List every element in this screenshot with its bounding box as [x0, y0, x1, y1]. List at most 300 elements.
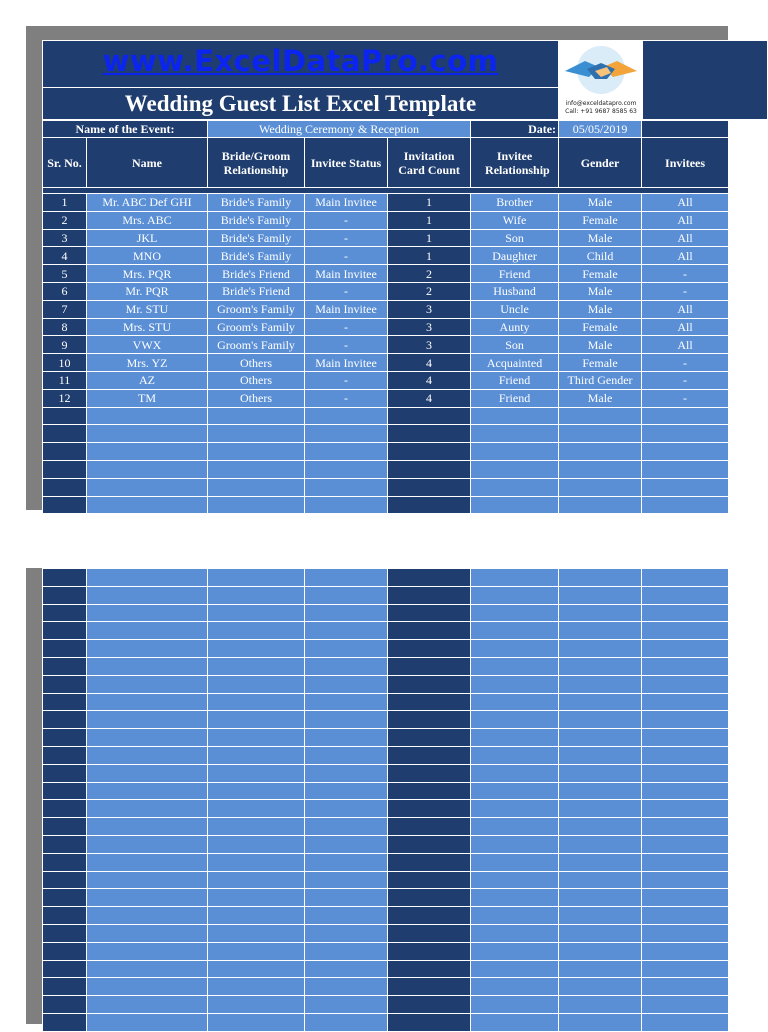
- cell-invitation-card-count[interactable]: [388, 460, 471, 478]
- cell-sr-no[interactable]: [43, 640, 87, 658]
- cell-bride-groom-relationship[interactable]: Others: [208, 354, 305, 372]
- cell-invitees[interactable]: [642, 782, 729, 800]
- cell-invitee-status[interactable]: [305, 800, 388, 818]
- cell-bride-groom-relationship[interactable]: Bride's Family: [208, 211, 305, 229]
- cell-name[interactable]: Mr. ABC Def GHI: [87, 194, 208, 212]
- cell-bride-groom-relationship[interactable]: [208, 889, 305, 907]
- cell-bride-groom-relationship[interactable]: Others: [208, 371, 305, 389]
- cell-sr-no[interactable]: [43, 960, 87, 978]
- cell-gender[interactable]: [559, 889, 642, 907]
- cell-sr-no[interactable]: [43, 1013, 87, 1031]
- cell-name[interactable]: [87, 835, 208, 853]
- cell-invitee-relationship[interactable]: Son: [471, 229, 559, 247]
- cell-invitee-relationship[interactable]: [471, 478, 559, 496]
- cell-invitees[interactable]: [642, 496, 729, 514]
- cell-invitation-card-count[interactable]: 3: [388, 336, 471, 354]
- cell-invitation-card-count[interactable]: [388, 942, 471, 960]
- cell-invitation-card-count[interactable]: [388, 425, 471, 443]
- cell-sr-no[interactable]: [43, 924, 87, 942]
- cell-invitation-card-count[interactable]: 4: [388, 354, 471, 372]
- cell-invitee-relationship[interactable]: [471, 622, 559, 640]
- cell-invitation-card-count[interactable]: [388, 818, 471, 836]
- cell-invitees[interactable]: [642, 871, 729, 889]
- cell-invitees[interactable]: [642, 675, 729, 693]
- cell-name[interactable]: [87, 764, 208, 782]
- cell-invitee-status[interactable]: [305, 871, 388, 889]
- cell-invitee-relationship[interactable]: [471, 407, 559, 425]
- cell-gender[interactable]: [559, 996, 642, 1014]
- cell-invitation-card-count[interactable]: [388, 800, 471, 818]
- cell-gender[interactable]: Male: [559, 389, 642, 407]
- cell-gender[interactable]: [559, 800, 642, 818]
- cell-sr-no[interactable]: [43, 443, 87, 461]
- cell-invitee-relationship[interactable]: [471, 496, 559, 514]
- cell-gender[interactable]: [559, 924, 642, 942]
- cell-invitee-relationship[interactable]: [471, 693, 559, 711]
- cell-name[interactable]: [87, 818, 208, 836]
- cell-invitee-relationship[interactable]: Friend: [471, 265, 559, 283]
- cell-invitees[interactable]: [642, 907, 729, 925]
- cell-invitee-status[interactable]: -: [305, 247, 388, 265]
- cell-name[interactable]: [87, 907, 208, 925]
- cell-invitee-relationship[interactable]: Friend: [471, 389, 559, 407]
- cell-name[interactable]: [87, 942, 208, 960]
- cell-sr-no[interactable]: [43, 889, 87, 907]
- cell-invitees[interactable]: [642, 924, 729, 942]
- cell-invitee-relationship[interactable]: [471, 460, 559, 478]
- cell-invitees[interactable]: [642, 443, 729, 461]
- cell-gender[interactable]: Child: [559, 247, 642, 265]
- cell-invitation-card-count[interactable]: 2: [388, 265, 471, 283]
- cell-gender[interactable]: [559, 443, 642, 461]
- cell-gender[interactable]: [559, 657, 642, 675]
- cell-invitation-card-count[interactable]: 3: [388, 318, 471, 336]
- cell-invitee-status[interactable]: -: [305, 211, 388, 229]
- cell-bride-groom-relationship[interactable]: [208, 478, 305, 496]
- cell-invitees[interactable]: [642, 569, 729, 587]
- cell-invitee-relationship[interactable]: [471, 586, 559, 604]
- cell-invitation-card-count[interactable]: [388, 657, 471, 675]
- cell-sr-no[interactable]: [43, 782, 87, 800]
- cell-name[interactable]: JKL: [87, 229, 208, 247]
- cell-invitee-status[interactable]: [305, 622, 388, 640]
- cell-invitation-card-count[interactable]: [388, 960, 471, 978]
- cell-invitee-relationship[interactable]: [471, 853, 559, 871]
- cell-bride-groom-relationship[interactable]: Bride's Family: [208, 229, 305, 247]
- cell-invitee-status[interactable]: [305, 693, 388, 711]
- cell-invitees[interactable]: [642, 746, 729, 764]
- cell-invitation-card-count[interactable]: [388, 407, 471, 425]
- cell-bride-groom-relationship[interactable]: [208, 907, 305, 925]
- cell-name[interactable]: [87, 586, 208, 604]
- cell-invitees[interactable]: -: [642, 371, 729, 389]
- cell-bride-groom-relationship[interactable]: [208, 711, 305, 729]
- cell-gender[interactable]: [559, 729, 642, 747]
- cell-invitee-status[interactable]: Main Invitee: [305, 354, 388, 372]
- cell-invitee-status[interactable]: [305, 978, 388, 996]
- cell-sr-no[interactable]: [43, 622, 87, 640]
- cell-invitee-relationship[interactable]: [471, 996, 559, 1014]
- cell-gender[interactable]: [559, 604, 642, 622]
- cell-invitees[interactable]: [642, 693, 729, 711]
- cell-invitee-status[interactable]: [305, 1013, 388, 1031]
- cell-invitee-relationship[interactable]: [471, 425, 559, 443]
- cell-name[interactable]: [87, 675, 208, 693]
- cell-invitee-status[interactable]: [305, 729, 388, 747]
- event-date-value[interactable]: 05/05/2019: [559, 121, 642, 138]
- cell-name[interactable]: [87, 640, 208, 658]
- cell-invitee-relationship[interactable]: [471, 675, 559, 693]
- cell-sr-no[interactable]: [43, 657, 87, 675]
- cell-gender[interactable]: [559, 460, 642, 478]
- cell-invitee-status[interactable]: [305, 443, 388, 461]
- cell-bride-groom-relationship[interactable]: [208, 729, 305, 747]
- cell-invitee-status[interactable]: [305, 604, 388, 622]
- cell-sr-no[interactable]: [43, 460, 87, 478]
- cell-invitee-relationship[interactable]: Husband: [471, 282, 559, 300]
- cell-invitee-status[interactable]: -: [305, 229, 388, 247]
- cell-invitation-card-count[interactable]: [388, 907, 471, 925]
- cell-invitee-status[interactable]: [305, 460, 388, 478]
- cell-invitees[interactable]: [642, 711, 729, 729]
- cell-invitee-status[interactable]: [305, 657, 388, 675]
- cell-sr-no[interactable]: 8: [43, 318, 87, 336]
- cell-gender[interactable]: Third Gender: [559, 371, 642, 389]
- event-name-value[interactable]: Wedding Ceremony & Reception: [208, 121, 471, 138]
- cell-name[interactable]: Mr. PQR: [87, 282, 208, 300]
- cell-invitee-status[interactable]: [305, 996, 388, 1014]
- cell-invitee-status[interactable]: [305, 746, 388, 764]
- cell-invitee-status[interactable]: [305, 818, 388, 836]
- cell-invitation-card-count[interactable]: [388, 746, 471, 764]
- cell-invitee-relationship[interactable]: [471, 835, 559, 853]
- cell-gender[interactable]: [559, 960, 642, 978]
- cell-invitation-card-count[interactable]: 1: [388, 211, 471, 229]
- cell-gender[interactable]: [559, 640, 642, 658]
- cell-gender[interactable]: [559, 569, 642, 587]
- cell-invitation-card-count[interactable]: 4: [388, 389, 471, 407]
- cell-sr-no[interactable]: [43, 407, 87, 425]
- cell-bride-groom-relationship[interactable]: [208, 604, 305, 622]
- cell-invitation-card-count[interactable]: 1: [388, 247, 471, 265]
- cell-name[interactable]: [87, 604, 208, 622]
- cell-invitee-relationship[interactable]: Aunty: [471, 318, 559, 336]
- cell-sr-no[interactable]: [43, 604, 87, 622]
- cell-name[interactable]: [87, 746, 208, 764]
- cell-invitee-relationship[interactable]: [471, 764, 559, 782]
- cell-invitees[interactable]: [642, 960, 729, 978]
- cell-invitee-relationship[interactable]: [471, 978, 559, 996]
- cell-invitee-status[interactable]: [305, 407, 388, 425]
- cell-invitation-card-count[interactable]: [388, 586, 471, 604]
- cell-invitation-card-count[interactable]: 3: [388, 300, 471, 318]
- cell-invitation-card-count[interactable]: [388, 924, 471, 942]
- cell-invitee-status[interactable]: [305, 942, 388, 960]
- cell-bride-groom-relationship[interactable]: Groom's Family: [208, 318, 305, 336]
- cell-invitation-card-count[interactable]: [388, 569, 471, 587]
- cell-invitee-relationship[interactable]: [471, 640, 559, 658]
- cell-bride-groom-relationship[interactable]: Bride's Family: [208, 247, 305, 265]
- cell-bride-groom-relationship[interactable]: [208, 622, 305, 640]
- cell-invitee-status[interactable]: [305, 889, 388, 907]
- cell-name[interactable]: [87, 407, 208, 425]
- cell-invitation-card-count[interactable]: 2: [388, 282, 471, 300]
- cell-name[interactable]: [87, 425, 208, 443]
- cell-sr-no[interactable]: [43, 425, 87, 443]
- cell-invitation-card-count[interactable]: [388, 693, 471, 711]
- cell-invitees[interactable]: [642, 407, 729, 425]
- cell-sr-no[interactable]: [43, 818, 87, 836]
- cell-invitee-relationship[interactable]: [471, 569, 559, 587]
- cell-name[interactable]: TM: [87, 389, 208, 407]
- cell-invitees[interactable]: [642, 604, 729, 622]
- cell-sr-no[interactable]: [43, 478, 87, 496]
- cell-sr-no[interactable]: [43, 711, 87, 729]
- cell-bride-groom-relationship[interactable]: [208, 569, 305, 587]
- cell-sr-no[interactable]: [43, 569, 87, 587]
- cell-gender[interactable]: [559, 407, 642, 425]
- cell-name[interactable]: [87, 478, 208, 496]
- cell-invitation-card-count[interactable]: [388, 478, 471, 496]
- cell-invitees[interactable]: -: [642, 265, 729, 283]
- cell-name[interactable]: [87, 996, 208, 1014]
- cell-invitee-relationship[interactable]: [471, 818, 559, 836]
- cell-invitee-status[interactable]: [305, 853, 388, 871]
- cell-name[interactable]: [87, 729, 208, 747]
- cell-invitee-relationship[interactable]: [471, 960, 559, 978]
- cell-gender[interactable]: [559, 978, 642, 996]
- cell-invitee-relationship[interactable]: [471, 729, 559, 747]
- cell-invitee-relationship[interactable]: Wife: [471, 211, 559, 229]
- cell-invitation-card-count[interactable]: [388, 853, 471, 871]
- cell-invitee-status[interactable]: -: [305, 389, 388, 407]
- cell-gender[interactable]: [559, 853, 642, 871]
- cell-invitees[interactable]: -: [642, 282, 729, 300]
- cell-bride-groom-relationship[interactable]: Bride's Friend: [208, 265, 305, 283]
- cell-invitation-card-count[interactable]: [388, 978, 471, 996]
- cell-invitee-status[interactable]: [305, 924, 388, 942]
- cell-bride-groom-relationship[interactable]: [208, 978, 305, 996]
- cell-bride-groom-relationship[interactable]: [208, 496, 305, 514]
- cell-invitees[interactable]: All: [642, 318, 729, 336]
- cell-invitees[interactable]: All: [642, 247, 729, 265]
- cell-sr-no[interactable]: 10: [43, 354, 87, 372]
- cell-bride-groom-relationship[interactable]: [208, 640, 305, 658]
- cell-name[interactable]: [87, 889, 208, 907]
- cell-invitee-relationship[interactable]: [471, 871, 559, 889]
- cell-name[interactable]: VWX: [87, 336, 208, 354]
- cell-invitee-relationship[interactable]: Uncle: [471, 300, 559, 318]
- cell-sr-no[interactable]: [43, 978, 87, 996]
- cell-invitee-relationship[interactable]: [471, 657, 559, 675]
- cell-invitees[interactable]: [642, 800, 729, 818]
- cell-invitee-relationship[interactable]: Son: [471, 336, 559, 354]
- cell-bride-groom-relationship[interactable]: [208, 835, 305, 853]
- cell-gender[interactable]: [559, 586, 642, 604]
- cell-sr-no[interactable]: [43, 907, 87, 925]
- cell-invitee-relationship[interactable]: Daughter: [471, 247, 559, 265]
- cell-invitees[interactable]: [642, 657, 729, 675]
- cell-bride-groom-relationship[interactable]: [208, 924, 305, 942]
- cell-invitation-card-count[interactable]: [388, 640, 471, 658]
- cell-bride-groom-relationship[interactable]: Groom's Family: [208, 300, 305, 318]
- cell-invitee-status[interactable]: -: [305, 282, 388, 300]
- cell-name[interactable]: Mrs. PQR: [87, 265, 208, 283]
- cell-name[interactable]: MNO: [87, 247, 208, 265]
- cell-invitees[interactable]: [642, 1013, 729, 1031]
- cell-gender[interactable]: Female: [559, 211, 642, 229]
- cell-gender[interactable]: [559, 871, 642, 889]
- cell-bride-groom-relationship[interactable]: [208, 942, 305, 960]
- cell-sr-no[interactable]: 12: [43, 389, 87, 407]
- cell-invitation-card-count[interactable]: [388, 496, 471, 514]
- cell-name[interactable]: Mrs. STU: [87, 318, 208, 336]
- cell-name[interactable]: [87, 978, 208, 996]
- cell-invitees[interactable]: [642, 729, 729, 747]
- cell-invitee-status[interactable]: [305, 569, 388, 587]
- cell-invitee-relationship[interactable]: [471, 800, 559, 818]
- cell-sr-no[interactable]: 11: [43, 371, 87, 389]
- cell-invitee-status[interactable]: [305, 782, 388, 800]
- cell-sr-no[interactable]: [43, 853, 87, 871]
- cell-sr-no[interactable]: [43, 729, 87, 747]
- cell-gender[interactable]: [559, 818, 642, 836]
- cell-invitation-card-count[interactable]: [388, 604, 471, 622]
- cell-bride-groom-relationship[interactable]: [208, 764, 305, 782]
- site-url-link[interactable]: www.ExcelDataPro.com: [102, 44, 499, 78]
- cell-sr-no[interactable]: [43, 496, 87, 514]
- cell-gender[interactable]: [559, 711, 642, 729]
- cell-invitees[interactable]: [642, 835, 729, 853]
- cell-invitation-card-count[interactable]: [388, 871, 471, 889]
- cell-invitation-card-count[interactable]: [388, 622, 471, 640]
- cell-invitation-card-count[interactable]: [388, 996, 471, 1014]
- cell-name[interactable]: Mr. STU: [87, 300, 208, 318]
- cell-invitation-card-count[interactable]: [388, 729, 471, 747]
- cell-invitee-status[interactable]: [305, 496, 388, 514]
- cell-bride-groom-relationship[interactable]: [208, 996, 305, 1014]
- cell-sr-no[interactable]: [43, 871, 87, 889]
- cell-sr-no[interactable]: [43, 800, 87, 818]
- cell-gender[interactable]: [559, 1013, 642, 1031]
- cell-bride-groom-relationship[interactable]: [208, 853, 305, 871]
- cell-invitee-relationship[interactable]: [471, 443, 559, 461]
- cell-invitee-relationship[interactable]: [471, 907, 559, 925]
- cell-bride-groom-relationship[interactable]: [208, 871, 305, 889]
- cell-invitee-status[interactable]: Main Invitee: [305, 265, 388, 283]
- cell-name[interactable]: Mrs. YZ: [87, 354, 208, 372]
- cell-sr-no[interactable]: [43, 996, 87, 1014]
- cell-sr-no[interactable]: 9: [43, 336, 87, 354]
- cell-sr-no[interactable]: 7: [43, 300, 87, 318]
- cell-invitee-status[interactable]: [305, 675, 388, 693]
- cell-sr-no[interactable]: [43, 586, 87, 604]
- cell-name[interactable]: [87, 711, 208, 729]
- cell-invitees[interactable]: [642, 425, 729, 443]
- cell-invitation-card-count[interactable]: [388, 764, 471, 782]
- cell-name[interactable]: [87, 496, 208, 514]
- cell-invitees[interactable]: [642, 460, 729, 478]
- cell-gender[interactable]: Male: [559, 282, 642, 300]
- cell-bride-groom-relationship[interactable]: [208, 657, 305, 675]
- cell-invitation-card-count[interactable]: [388, 835, 471, 853]
- cell-invitee-relationship[interactable]: [471, 604, 559, 622]
- cell-bride-groom-relationship[interactable]: [208, 675, 305, 693]
- cell-invitees[interactable]: [642, 942, 729, 960]
- cell-name[interactable]: [87, 460, 208, 478]
- cell-invitation-card-count[interactable]: 1: [388, 194, 471, 212]
- cell-sr-no[interactable]: [43, 675, 87, 693]
- cell-gender[interactable]: Male: [559, 300, 642, 318]
- cell-invitees[interactable]: [642, 978, 729, 996]
- cell-invitee-status[interactable]: [305, 960, 388, 978]
- cell-invitees[interactable]: All: [642, 300, 729, 318]
- cell-invitee-status[interactable]: -: [305, 336, 388, 354]
- cell-invitees[interactable]: -: [642, 389, 729, 407]
- cell-bride-groom-relationship[interactable]: Bride's Family: [208, 194, 305, 212]
- cell-name[interactable]: [87, 693, 208, 711]
- cell-name[interactable]: Mrs. ABC: [87, 211, 208, 229]
- cell-bride-groom-relationship[interactable]: [208, 782, 305, 800]
- cell-name[interactable]: AZ: [87, 371, 208, 389]
- cell-invitee-relationship[interactable]: [471, 782, 559, 800]
- cell-gender[interactable]: Female: [559, 318, 642, 336]
- cell-bride-groom-relationship[interactable]: [208, 460, 305, 478]
- cell-invitee-status[interactable]: [305, 478, 388, 496]
- cell-invitee-relationship[interactable]: [471, 942, 559, 960]
- cell-invitee-relationship[interactable]: [471, 924, 559, 942]
- cell-sr-no[interactable]: [43, 764, 87, 782]
- cell-invitation-card-count[interactable]: [388, 443, 471, 461]
- cell-invitee-relationship[interactable]: [471, 746, 559, 764]
- cell-gender[interactable]: [559, 746, 642, 764]
- cell-bride-groom-relationship[interactable]: Others: [208, 389, 305, 407]
- cell-invitee-relationship[interactable]: [471, 711, 559, 729]
- cell-name[interactable]: [87, 853, 208, 871]
- cell-bride-groom-relationship[interactable]: [208, 818, 305, 836]
- cell-gender[interactable]: Male: [559, 229, 642, 247]
- cell-name[interactable]: [87, 924, 208, 942]
- cell-invitation-card-count[interactable]: 4: [388, 371, 471, 389]
- cell-gender[interactable]: Male: [559, 336, 642, 354]
- cell-gender[interactable]: [559, 782, 642, 800]
- cell-gender[interactable]: Male: [559, 194, 642, 212]
- cell-name[interactable]: [87, 569, 208, 587]
- cell-invitation-card-count[interactable]: [388, 889, 471, 907]
- cell-invitees[interactable]: [642, 818, 729, 836]
- cell-invitation-card-count[interactable]: [388, 782, 471, 800]
- cell-name[interactable]: [87, 1013, 208, 1031]
- cell-invitee-relationship[interactable]: [471, 1013, 559, 1031]
- cell-gender[interactable]: Female: [559, 265, 642, 283]
- cell-bride-groom-relationship[interactable]: Bride's Friend: [208, 282, 305, 300]
- cell-gender[interactable]: [559, 764, 642, 782]
- cell-invitee-status[interactable]: [305, 586, 388, 604]
- cell-name[interactable]: [87, 960, 208, 978]
- cell-bride-groom-relationship[interactable]: [208, 443, 305, 461]
- cell-invitees[interactable]: [642, 478, 729, 496]
- cell-invitee-status[interactable]: Main Invitee: [305, 194, 388, 212]
- cell-bride-groom-relationship[interactable]: [208, 586, 305, 604]
- cell-invitee-status[interactable]: [305, 907, 388, 925]
- cell-name[interactable]: [87, 657, 208, 675]
- cell-invitee-status[interactable]: [305, 764, 388, 782]
- cell-bride-groom-relationship[interactable]: [208, 960, 305, 978]
- cell-name[interactable]: [87, 443, 208, 461]
- cell-name[interactable]: [87, 622, 208, 640]
- cell-sr-no[interactable]: 6: [43, 282, 87, 300]
- cell-name[interactable]: [87, 782, 208, 800]
